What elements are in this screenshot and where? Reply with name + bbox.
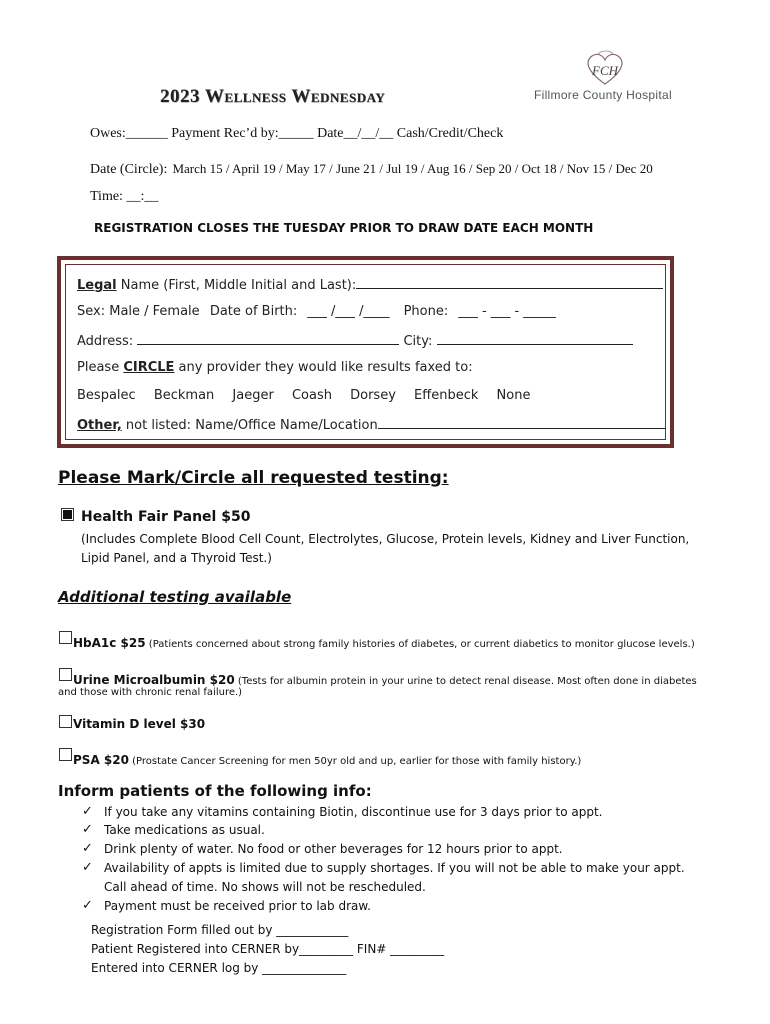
provider-none[interactable]: None xyxy=(496,388,531,403)
provider-instruction: Please CIRCLE any provider they would like results faxed to: xyxy=(77,360,473,375)
inform-item: If you take any vitamins containing Biotin, discontinue use for 3 days prior to appt. xyxy=(104,805,603,819)
inform-item: Availability of appts is limited due to supply shortages. If you will not be able to make your appt. xyxy=(104,861,685,875)
time-line: Time: __:__ xyxy=(90,189,159,204)
owes-line: Owes:______ Payment Rec’d by:_____ Date__/__/__ Cash/Credit/Check xyxy=(90,126,504,141)
provider-jaeger[interactable]: Jaeger xyxy=(232,388,274,403)
inform-heading: Inform patients of the following info: xyxy=(58,782,372,800)
address-field[interactable] xyxy=(137,332,399,345)
sex-dob-phone-row xyxy=(77,304,556,319)
urine-desc-2: and those with chronic renal failure.) xyxy=(58,687,243,698)
name-row xyxy=(77,276,663,293)
urine-desc-1: (Tests for albumin protein in your urine to detect renal disease. Most often done in diabetes xyxy=(234,676,697,687)
address-row xyxy=(77,332,633,349)
psa-row xyxy=(73,749,581,768)
inform-item-continued: Call ahead of time. No shows will not be rescheduled. xyxy=(104,880,426,894)
urine-microalbumin-checkbox[interactable] xyxy=(59,668,72,681)
health-fair-panel-desc-1: (Includes Complete Blood Cell Count, Electrolytes, Glucose, Protein levels, Kidney and Liver Function, xyxy=(81,532,690,546)
circle-emphasis: CIRCLE xyxy=(123,360,175,375)
check-icon: ✓ xyxy=(82,804,93,819)
inform-item: Drink plenty of water. No food or other beverages for 12 hours prior to appt. xyxy=(104,842,563,856)
other-provider-row: Other, not listed: Name/Office Name/Location xyxy=(77,416,666,433)
provider-beckman[interactable]: Beckman xyxy=(153,388,215,403)
legal-label: Legal xyxy=(77,278,117,293)
check-icon: ✓ xyxy=(82,822,93,837)
other-provider-field[interactable] xyxy=(378,416,666,429)
form-title: 2023 Wellness Wednesday xyxy=(160,86,386,107)
registration-filled-by: Registration Form filled out by ____________ xyxy=(91,923,349,937)
city-label: City: xyxy=(403,334,433,349)
date-circle-label: Date (Circle): xyxy=(90,162,168,177)
city-field[interactable] xyxy=(437,332,633,345)
other-label: Other, xyxy=(77,418,122,433)
inform-item: Take medications as usual. xyxy=(104,823,265,837)
check-icon: ✓ xyxy=(82,841,93,856)
psa-desc: (Prostate Cancer Screening for men 50yr old and up, earlier for those with family history.) xyxy=(128,756,582,767)
check-icon: ✓ xyxy=(82,860,93,875)
registration-closes-notice: REGISTRATION CLOSES THE TUESDAY PRIOR TO DRAW DATE EACH MONTH xyxy=(94,221,594,235)
address-label: Address: xyxy=(77,334,134,349)
hba1c-desc: (Patients concerned about strong family histories of diabetes, or current diabetics to monitor glucose levels.) xyxy=(145,639,695,650)
provider-coash[interactable]: Coash xyxy=(291,388,332,403)
psa-checkbox[interactable] xyxy=(59,748,72,761)
date-circle-options: March 15 / April 19 / May 17 / June 21 / Jul 19 / Aug 16 / Sep 20 / Oct 18 / Nov 15 / Dec 20 xyxy=(172,161,653,176)
dob-label: Date of Birth: xyxy=(209,304,298,319)
psa-title: PSA $20 xyxy=(73,753,129,767)
provider-list xyxy=(77,388,530,403)
hba1c-row xyxy=(73,632,695,651)
provider-bespalec[interactable]: Bespalec xyxy=(77,388,136,403)
cerner-registered-line: Patient Registered into CERNER by_________ FIN# _________ xyxy=(91,942,445,956)
urine-row xyxy=(73,669,697,688)
health-fair-panel-title: Health Fair Panel $50 xyxy=(81,509,251,525)
name-field[interactable] xyxy=(356,276,663,289)
provider-dorsey[interactable]: Dorsey xyxy=(350,388,396,403)
dob-field[interactable]: ___ /___ /____ xyxy=(307,304,390,319)
hospital-logo-icon xyxy=(580,48,630,88)
vitamin-d-title: Vitamin D level $30 xyxy=(73,717,206,731)
vitamin-d-checkbox[interactable] xyxy=(59,715,72,728)
phone-label: Phone: xyxy=(403,304,449,319)
hba1c-checkbox[interactable] xyxy=(59,631,72,644)
health-fair-panel-desc-2: Lipid Panel, and a Thyroid Test.) xyxy=(81,551,272,565)
urine-title: Urine Microalbumin $20 xyxy=(73,673,235,687)
testing-heading: Please Mark/Circle all requested testing: xyxy=(58,468,449,488)
cerner-log-line: Entered into CERNER log by ______________ xyxy=(91,961,347,975)
provider-effenbeck[interactable]: Effenbeck xyxy=(414,388,479,403)
sex-label: Sex: Male / Female xyxy=(77,304,200,319)
svg-text:FCH: FCH xyxy=(592,63,618,78)
date-circle-line xyxy=(90,158,653,178)
phone-field[interactable]: ___ - ___ - _____ xyxy=(458,304,556,319)
additional-testing-heading: Additional testing available xyxy=(58,588,292,606)
check-icon: ✓ xyxy=(82,898,93,913)
hba1c-title: HbA1c $25 xyxy=(73,636,146,650)
health-fair-panel-checkbox[interactable] xyxy=(61,508,74,521)
hospital-name: Fillmore County Hospital xyxy=(534,88,672,102)
name-label: Name (First, Middle Initial and Last): xyxy=(116,278,357,293)
inform-item: Payment must be received prior to lab draw. xyxy=(104,899,371,913)
